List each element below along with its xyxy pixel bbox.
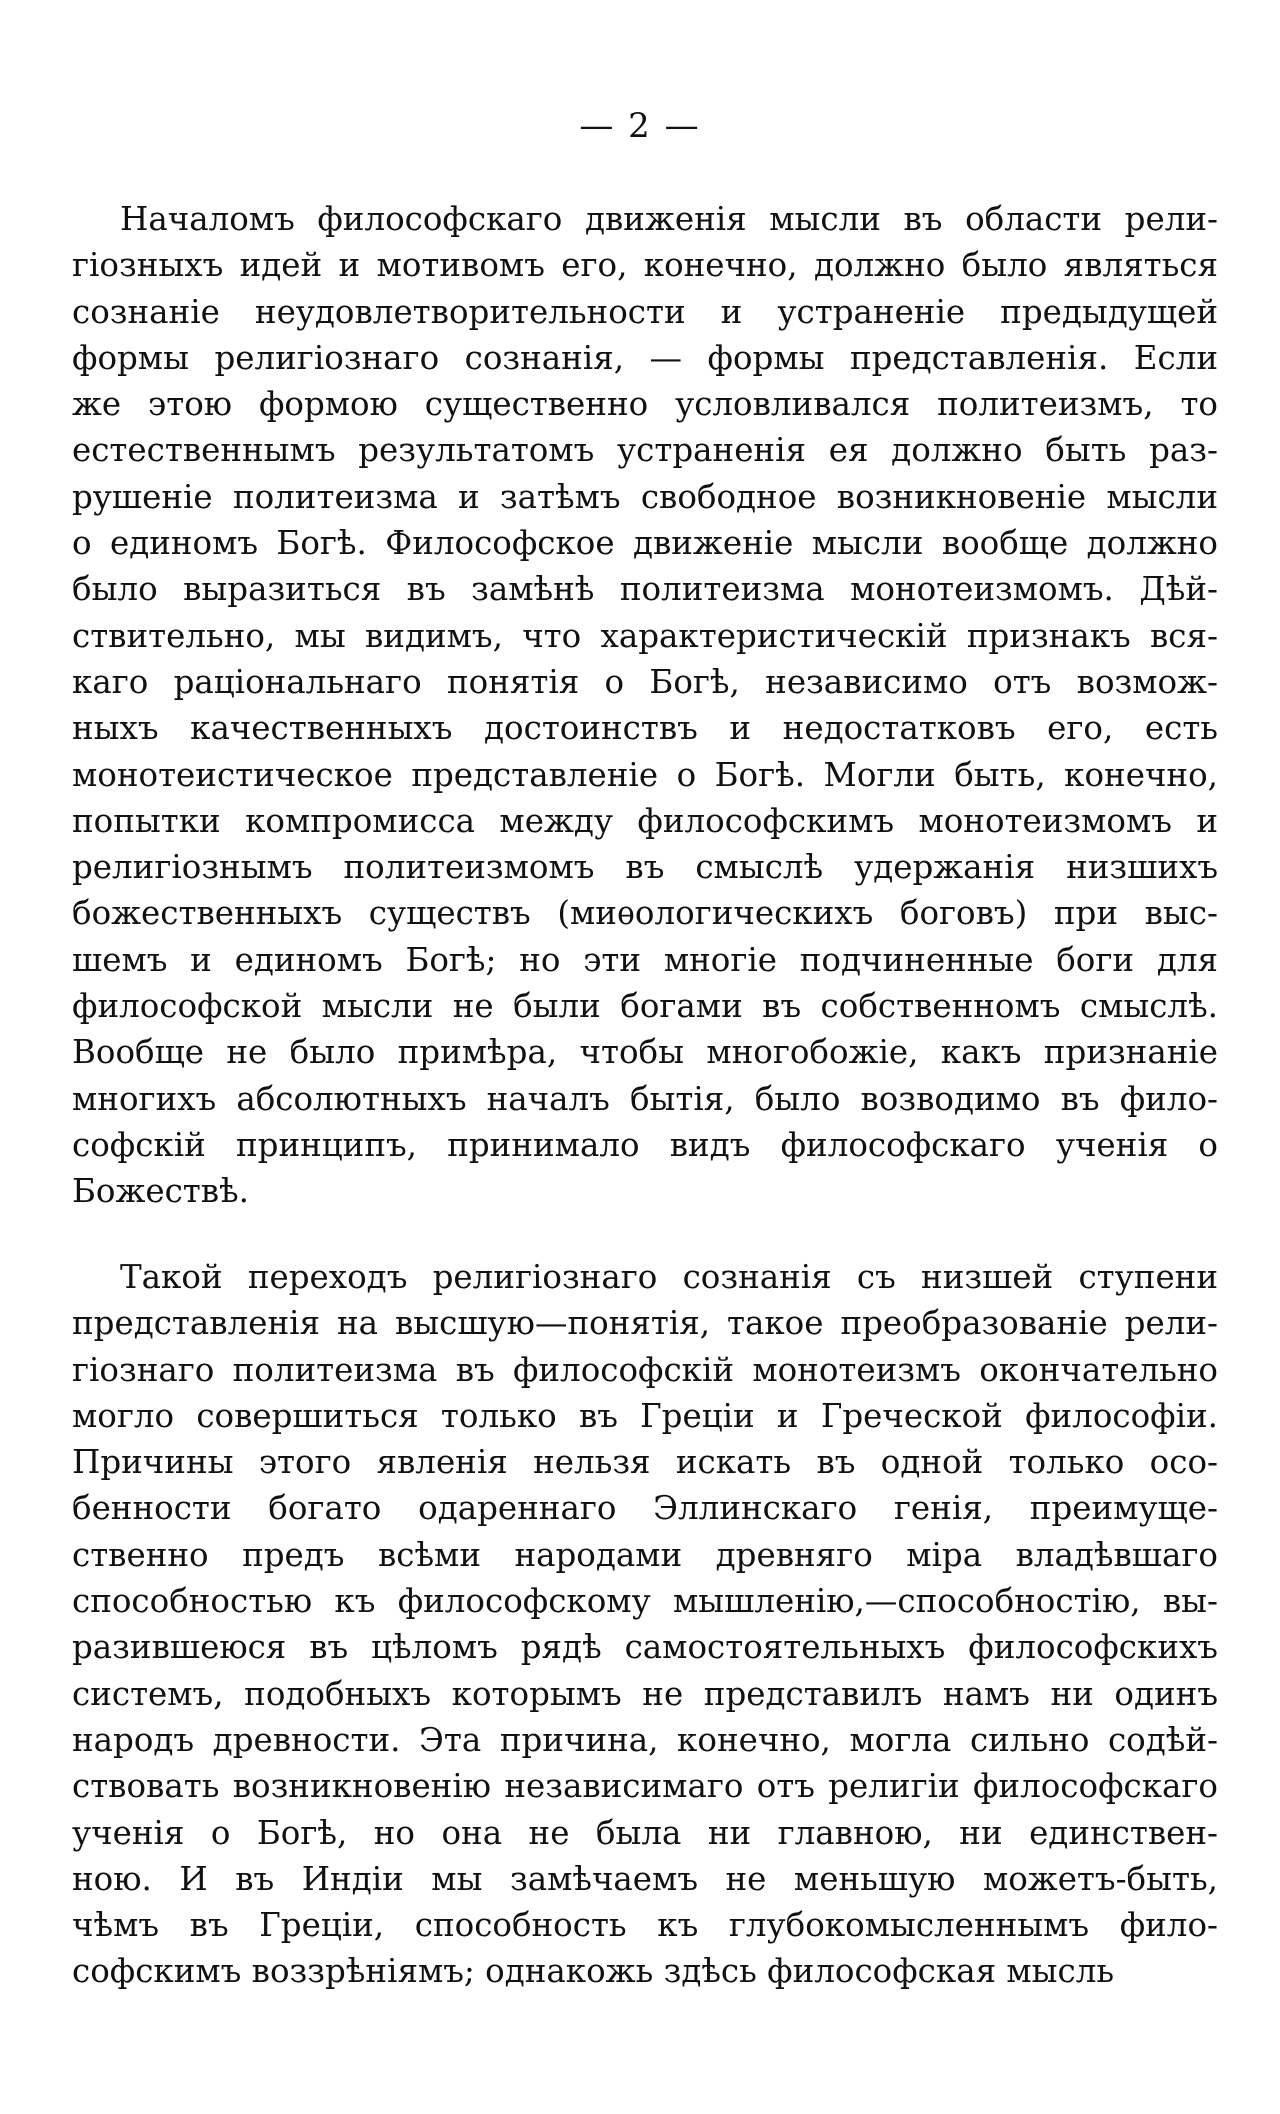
text-line: монотеистическое представленіе о Богѣ. Могли быть, конечно,: [72, 755, 1218, 794]
text-line: формы религіознаго сознанія, — формы представленія. Если: [72, 338, 1218, 377]
text-line: шемъ и единомъ Богѣ; но эти многіе подчиненные боги для: [72, 940, 1218, 979]
text-line: разившеюся въ цѣломъ рядѣ самостоятельныхъ философскихъ: [72, 1628, 1218, 1667]
text-line: ствительно, мы видимъ, что характеристическій признакъ вся-: [72, 616, 1218, 655]
text-line: ною. И въ Индіи мы замѣчаемъ не меньшую можетъ-быть,: [72, 1859, 1218, 1898]
text-line: попытки компромисса между философскимъ монотеизмомъ и: [72, 801, 1218, 840]
text-line: Божествѣ.: [72, 1172, 249, 1211]
text-line: Вообще не было примѣра, чтобы многобожіе, какъ признаніе: [72, 1033, 1218, 1072]
text-line: ученія о Богѣ, но она не была ни главною, ни единствен-: [72, 1813, 1218, 1852]
text-line: ственно предъ всѣми народами древняго міра владѣвшаго: [72, 1535, 1218, 1574]
text-line: сознаніе неудовлетворительности и устраненіе предыдущей: [72, 292, 1218, 331]
text-line: чѣмъ въ Греціи, способность къ глубокомысленнымъ фило-: [72, 1906, 1218, 1945]
paragraph-2: [72, 1254, 1218, 1995]
text-line: многихъ абсолютныхъ началъ бытія, было возводимо въ фило-: [72, 1079, 1218, 1118]
text-line: религіознымъ политеизмомъ въ смыслѣ удержанія низшихъ: [72, 848, 1218, 887]
text-line: рушеніе политеизма и затѣмъ свободное возникновеніе мысли: [72, 477, 1218, 516]
text-line: было выразиться въ замѣнѣ политеизма монотеизмомъ. Дѣй-: [72, 570, 1218, 609]
text-line: бенности богато одареннаго Эллинскаго генія, преимуще-: [72, 1489, 1218, 1528]
text-line: о единомъ Богѣ. Философское движеніе мысли вообще должно: [72, 524, 1218, 563]
text-line: философской мысли не были богами въ собственномъ смыслѣ.: [72, 987, 1218, 1026]
text-line: божественныхъ существъ (миѳологическихъ боговъ) при выс-: [72, 894, 1218, 933]
text-line: способностью къ философскому мышленію,—способностію, вы-: [72, 1582, 1218, 1621]
text-line: же этою формою существенно условливался политеизмъ, то: [72, 385, 1218, 424]
text-line: естественнымъ результатомъ устраненія ея должно быть раз-: [72, 431, 1218, 470]
text-line: софскій принципъ, принимало видъ философскаго ученія о: [72, 1125, 1218, 1164]
page-number: — 2 —: [579, 106, 701, 146]
text-line: Причины этого явленія нельзя искать въ одной только осо-: [72, 1443, 1218, 1482]
text-line: ствовать возникновенію независимаго отъ религіи философскаго: [72, 1767, 1218, 1806]
text-line: ныхъ качественныхъ достоинствъ и недостатковъ его, есть: [72, 709, 1218, 748]
text-line: системъ, подобныхъ которымъ не представилъ намъ ни одинъ: [72, 1674, 1218, 1713]
paragraph-1: [72, 196, 1218, 1215]
text-line: Такой переходъ религіознаго сознанія съ низшей ступени: [120, 1258, 1218, 1296]
text-line: народъ древности. Эта причина, конечно, могла сильно содѣй-: [72, 1720, 1218, 1759]
text-line: Началомъ философскаго движенія мысли въ области рели-: [120, 200, 1218, 238]
text-line: гіознаго политеизма въ философскій монотеизмъ окончательно: [72, 1350, 1218, 1389]
text-line: софскимъ воззрѣніямъ; однакожь здѣсь философская мысль: [72, 1952, 1115, 1991]
text-line: представленія на высшую—понятія, такое преобразованіе рели-: [72, 1304, 1218, 1343]
text-line: каго раціональнаго понятія о Богѣ, независимо отъ возмож-: [72, 662, 1218, 701]
text-line: гіозныхъ идей и мотивомъ его, конечно, должно было являться: [72, 246, 1218, 285]
text-line: могло совершиться только въ Греціи и Греческой философіи.: [72, 1396, 1218, 1435]
